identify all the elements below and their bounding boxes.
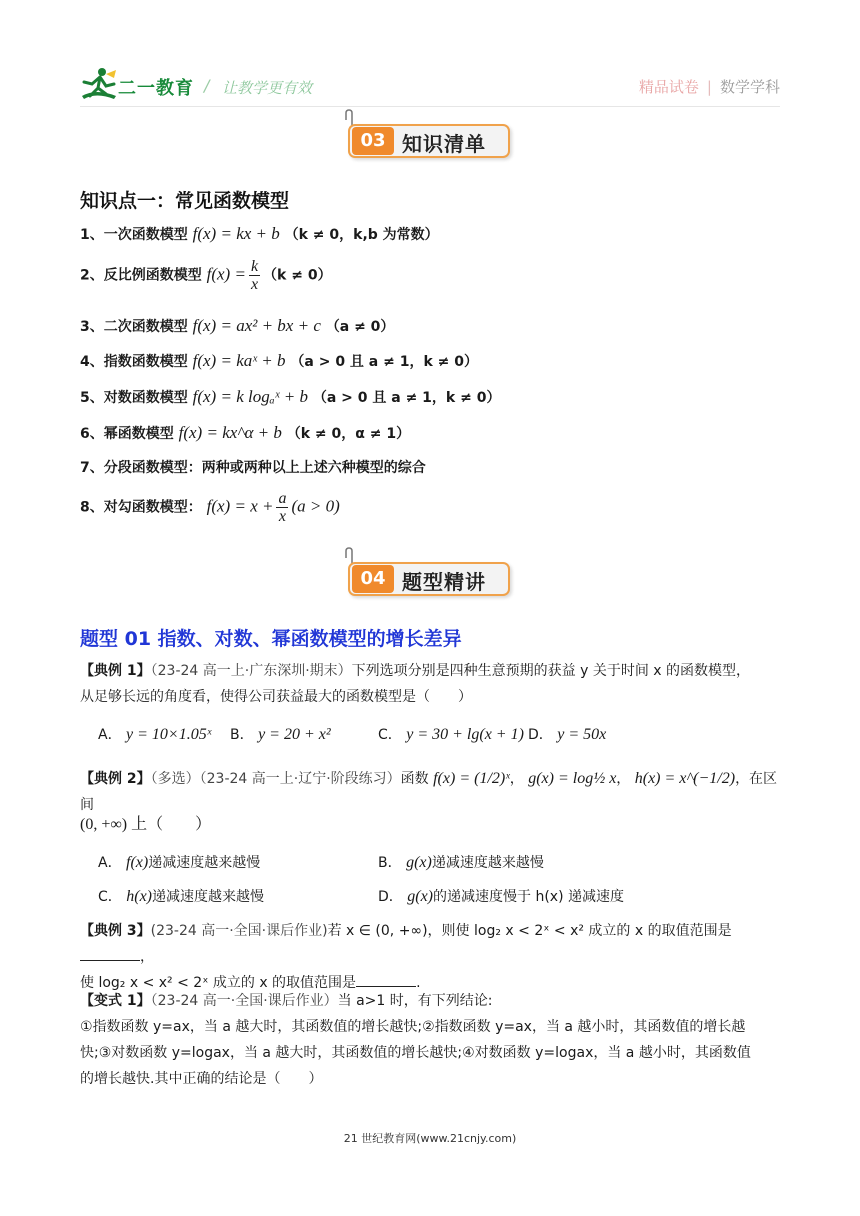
header-right: 精品试卷 | 数学学科: [638, 78, 780, 96]
knowledge-item-3: 3、二次函数模型 f(x) = ax² + bx + c （a ≠ 0）: [80, 316, 395, 335]
banner-number: 04: [352, 565, 394, 593]
slogan: 让教学更有效: [222, 79, 313, 97]
banner-number: 03: [352, 127, 394, 155]
header-divider: /: [204, 76, 210, 95]
ex2-option-b: B． g(x)递减速度越来越慢: [378, 854, 544, 871]
knowledge-item-2: 2、反比例函数模型 f(x) = $\frac{k}{x}$ （k ≠ 0）: [80, 258, 332, 293]
header-category: 精品试卷: [638, 78, 699, 96]
knowledge-item-6: 6、幂函数模型 f(x) = kx^α + b （k ≠ 0，α ≠ 1）: [80, 423, 411, 442]
example-2: 【典例 2】（多选）（23-24 高一上·辽宁·阶段练习）函数 f(x) = (1/2)ˣ， g(x) = log½ x， h(x) = x^(−1/2)，在区间: [80, 770, 778, 813]
header-rule: [80, 106, 780, 107]
ex2-option-d: D． g(x)的递减速度慢于 h(x) 递减速度: [378, 888, 624, 905]
ex2-option-c: C． h(x)递减速度越来越慢: [98, 888, 264, 905]
example-3: 【典例 3】(23-24 高一·全国·课后作业)若 x ∈ (0, +∞)，则使 log₂ x < 2ˣ < x² 成立的 x 的取值范围是， 使 log₂ x < x² < 2ˣ 成立的 x 的取值范围是 .: [80, 923, 732, 991]
section-banner-types: [344, 546, 516, 596]
banner-label: 知识清单: [402, 132, 486, 156]
knowledge-item-8: 8、对勾函数模型： f(x) = x + $\frac{a}{x}$ (a > 0): [80, 490, 340, 525]
example-1: 【典例 1】（23-24 高一上·广东深圳·期末）下列选项分别是四种生意预期的获益 y 关于时间 x 的函数模型， 从足够长远的角度看，使得公司获益最大的函数模型是（ ）: [80, 663, 751, 705]
section-banner-knowledge: [344, 108, 516, 158]
knowledge-item-7: 7、分段函数模型：两种或两种以上上述六种模型的综合: [80, 460, 426, 476]
knowledge-item-1: 1、一次函数模型 f(x) = kx + b （k ≠ 0，k,b 为常数）: [80, 224, 439, 243]
banner-label: 题型精讲: [402, 570, 486, 594]
ex1-option-b: B． y = 20 + x²: [230, 726, 331, 743]
knowledge-item-4: 4、指数函数模型 f(x) = kaˣ + b （a > 0 且 a ≠ 1，k ≠ 0）: [80, 351, 479, 370]
page-header: [0, 0, 860, 110]
header-subject: 数学学科: [719, 78, 780, 96]
ex1-option-c: C． y = 30 + lg(x + 1): [378, 726, 524, 743]
page-footer: 21 世纪教育网(www.21cnjy.com): [343, 1132, 517, 1145]
logo-text: 二一教育: [118, 78, 194, 99]
knowledge-title: 知识点一：常见函数模型: [80, 190, 290, 212]
variant-1: 【变式 1】（23-24 高一·全国·课后作业）当 a>1 时，有下列结论: ①指数函数 y=ax，当 a 越大时，其函数值的增长越快;②指数函数 y=ax，当 a 越小时，其函数值的增长越 快;③对数函数 y=logax，当 a 越大时，其函数值的增长越快;④对数函数 y=logax，当 a 越小时，其函数值 的增长越快.其中正确的结论是（ ）: [80, 993, 751, 1087]
ex2-option-a: A． f(x)递减速度越来越慢: [98, 854, 261, 871]
ex1-option-a: A． y = 10×1.05ˣ: [98, 726, 212, 743]
example-2-interval: (0, +∞) 上（ ）: [80, 816, 212, 833]
ex1-option-d: D． y = 50x: [528, 726, 607, 743]
knowledge-item-5: 5、对数函数模型 f(x) = k logₐˣ + b （a > 0 且 a ≠ 1，k ≠ 0）: [80, 387, 501, 406]
topic-heading: 题型 01 指数、对数、幂函数模型的增长差异: [80, 628, 462, 650]
